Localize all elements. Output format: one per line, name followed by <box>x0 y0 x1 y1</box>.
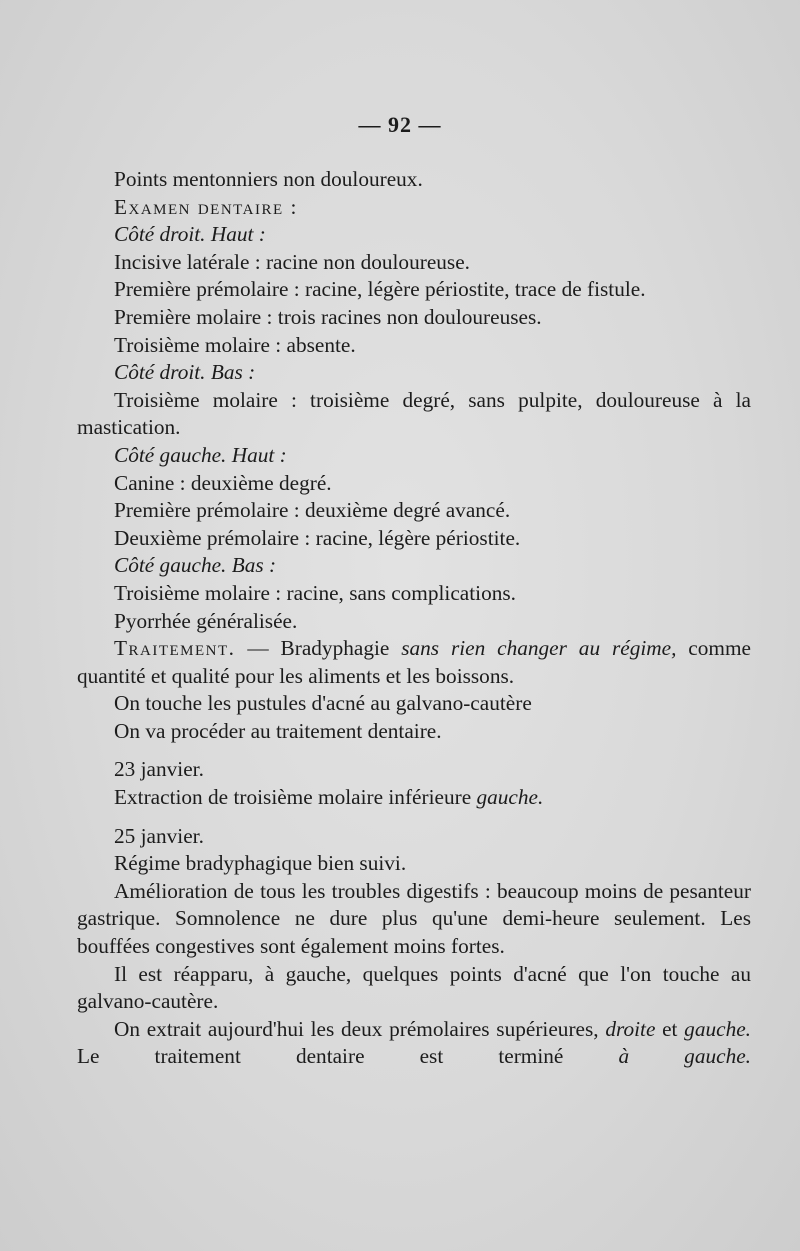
subheading-text: Côté droit. Haut : <box>114 222 266 247</box>
spacer <box>77 745 751 756</box>
date-entry: 25 janvier. <box>114 823 204 848</box>
paragraph: Troisième molaire : troisième degré, sans pulpite, douloureuse à la mastication. <box>77 387 751 440</box>
paragraph: Première prémolaire : deuxième degré avancé. <box>114 498 511 523</box>
italic-run: gauche. <box>684 1016 751 1041</box>
subheading-left-lower <box>77 552 751 580</box>
paragraph: Amélioration de tous les troubles digestifs : beaucoup moins de pesanteur gastrique. Somnolence ne dure plus qu'une demi-heure seulement. Les bouffées congestives sont également moins fortes. <box>77 878 751 959</box>
paragraph: Il est réapparu, à gauche, quelques points d'acné que l'on touche au galvano-cautère. <box>77 961 751 1014</box>
subheading-right-lower <box>77 359 751 387</box>
page-number: — 92 — <box>358 112 442 137</box>
paragraph: Première prémolaire : racine, légère périostite, trace de fistule. <box>114 277 646 302</box>
italic-run: sans rien changer au régime, <box>401 636 677 661</box>
section-heading-dental-exam <box>77 194 751 222</box>
paragraph: Deuxième prémolaire : racine, légère périostite. <box>114 525 521 550</box>
italic-run: à gauche. <box>618 1044 751 1069</box>
paragraph <box>77 1016 751 1071</box>
italic-run: gauche. <box>476 785 544 810</box>
text-run: comme quantité et qualité pour les aliments et les boissons. <box>77 636 751 688</box>
paragraph <box>77 784 751 812</box>
subheading-right-upper <box>77 221 751 249</box>
paragraph: Régime bradyphagique bien suivi. <box>114 851 407 876</box>
paragraph: Pyorrhée généralisée. <box>114 608 298 633</box>
section-heading-text: Examen dentaire : <box>114 194 298 219</box>
text-run: et <box>655 1016 685 1041</box>
subheading-text: Côté gauche. Bas : <box>114 553 277 578</box>
paragraph: Troisième molaire : absente. <box>114 332 356 357</box>
paragraph: Troisième molaire : racine, sans complications. <box>114 580 516 605</box>
text-run: — Bradyphagie <box>235 636 402 661</box>
subheading-left-upper <box>77 442 751 470</box>
text-run: Extraction de troisième molaire inférieure <box>114 785 477 810</box>
paragraph: Première molaire : trois racines non douloureuses. <box>114 304 542 329</box>
paragraph: On touche les pustules d'acné au galvano-cautère <box>114 691 532 716</box>
paragraph: Points mentonniers non douloureux. <box>114 167 423 191</box>
body-text <box>77 166 751 1071</box>
subheading-text: Côté gauche. Haut : <box>114 442 287 467</box>
subheading-text: Côté droit. Bas : <box>114 360 256 385</box>
paragraph: Canine : deuxième degré. <box>114 470 332 495</box>
spacer <box>77 812 751 823</box>
text-run: On extrait aujourd'hui les deux prémolaires supérieures, <box>114 1016 606 1041</box>
text-run: Le traitement dentaire est terminé <box>77 1044 619 1069</box>
italic-run: droite <box>605 1016 656 1041</box>
paragraph: Incisive latérale : racine non douloureuse. <box>114 249 470 274</box>
treatment-paragraph <box>77 635 751 690</box>
treatment-label: Traitement. <box>114 636 236 661</box>
paragraph: On va procéder au traitement dentaire. <box>114 718 442 743</box>
date-entry: 23 janvier. <box>114 757 204 782</box>
